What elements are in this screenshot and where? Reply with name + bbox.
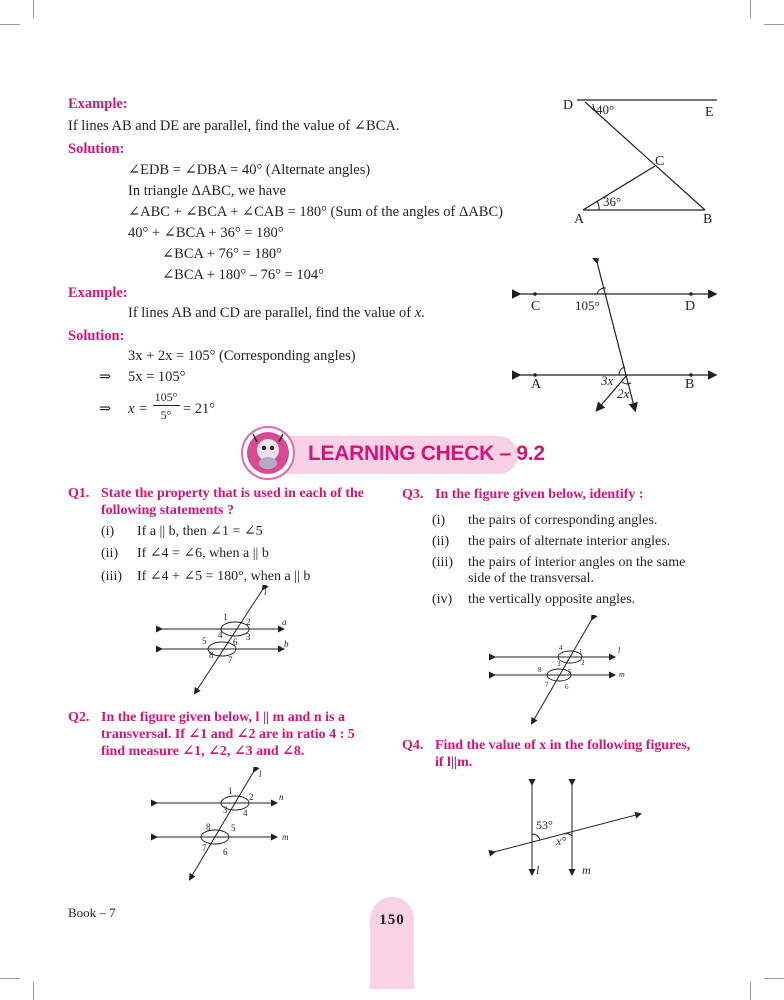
example2-step: 5x = 105° xyxy=(128,369,186,385)
q3-item-text: the vertically opposite angles. xyxy=(468,592,636,607)
label-c: C xyxy=(531,299,541,314)
label-angle-40: 40° xyxy=(596,102,615,117)
example1-figure xyxy=(555,92,730,232)
transversal xyxy=(190,771,254,879)
crop-mark xyxy=(33,0,34,18)
q1-text-line: State the property that is used in each of the xyxy=(101,486,365,501)
label-angle-105: 105° xyxy=(575,298,600,313)
example1-question: If lines AB and DE are parallel, find the value of ∠BCA. xyxy=(68,118,400,134)
example2-step-lhs: x = xyxy=(128,401,148,417)
q3-item-number: (ii) xyxy=(432,534,450,549)
crop-mark xyxy=(0,24,20,25)
label-6: 6 xyxy=(223,847,228,857)
example1-step: ∠BCA + 180° – 76° = 104° xyxy=(162,267,324,283)
label-8: 8 xyxy=(538,666,542,674)
q2-text-line: transversal. If ∠1 and ∠2 are in ratio 4 : 5 xyxy=(101,727,355,742)
crop-mark xyxy=(750,982,751,1000)
q3-figure xyxy=(488,615,638,727)
label-5: 5 xyxy=(202,636,207,646)
q1-item-number: (i) xyxy=(101,524,115,539)
label-3: 3 xyxy=(246,632,251,642)
q1-item xyxy=(101,545,269,562)
label-m: m xyxy=(282,832,289,842)
crop-mark xyxy=(750,0,751,18)
example2-question-var: x xyxy=(414,305,422,321)
label-5: 5 xyxy=(568,668,572,676)
label-7: 7 xyxy=(202,843,207,853)
example1-solution-heading: Solution: xyxy=(68,141,125,157)
label-l: l xyxy=(259,769,262,779)
q2-text xyxy=(101,709,355,760)
crop-mark xyxy=(0,978,20,979)
q3-number: Q3. xyxy=(402,487,424,502)
label-2x: 2x xyxy=(617,386,630,401)
label-c: C xyxy=(655,154,665,169)
label-b: B xyxy=(703,212,713,227)
label-2: 2 xyxy=(249,792,254,802)
implies-arrow: ⇒ xyxy=(99,369,112,385)
label-a: A xyxy=(574,212,585,227)
label-a: a xyxy=(282,617,287,627)
q3-item-number: (iv) xyxy=(432,592,453,607)
q1-item-text: If ∠4 = ∠6, when a || b xyxy=(137,546,269,561)
example2-heading: Example: xyxy=(68,285,128,301)
q3-item-continued: side of the transversal. xyxy=(468,571,594,586)
label-m: m xyxy=(619,670,625,679)
q4-text-line: Find the value of x in the following figures, xyxy=(435,738,691,753)
label-b: b xyxy=(284,639,289,649)
fraction-denominator: 5° xyxy=(160,408,172,422)
example2-question-end: . xyxy=(421,305,425,321)
label-angle-36: 36° xyxy=(603,194,622,209)
label-7: 7 xyxy=(228,655,233,665)
learning-check-badge xyxy=(241,426,295,480)
q2-text-line: find measure ∠1, ∠2, ∠3 and ∠8. xyxy=(101,744,305,759)
label-8: 8 xyxy=(206,822,211,832)
label-l: l xyxy=(264,587,267,597)
q1-item-text: If ∠4 + ∠5 = 180°, when a || b xyxy=(137,569,311,584)
q1-figure xyxy=(155,585,305,697)
label-6: 6 xyxy=(565,683,569,691)
example2-question-text: If lines AB and CD are parallel, find the value of xyxy=(128,305,415,321)
label-1: 1 xyxy=(228,786,233,796)
label-1: 1 xyxy=(223,612,228,622)
label-n: n xyxy=(279,792,284,802)
fraction-numerator: 105° xyxy=(154,390,178,404)
fraction-bar xyxy=(153,405,180,406)
q3-item-number: (i) xyxy=(432,513,446,528)
book-label: Book – 7 xyxy=(68,905,116,920)
q4-number: Q4. xyxy=(402,738,424,753)
label-d: D xyxy=(685,299,696,314)
q1-item xyxy=(101,568,310,585)
label-6: 6 xyxy=(233,637,238,647)
q2-text-line: In the figure given below, l || m and n is a xyxy=(101,710,345,725)
angle-arc-2x xyxy=(622,382,631,384)
label-m: m xyxy=(582,863,591,877)
q1-text-line: following statements ? xyxy=(101,503,234,518)
learning-check-title: LEARNING CHECK – 9.2 xyxy=(308,442,545,465)
q3-item-number: (iii) xyxy=(432,555,453,570)
mascot-icon xyxy=(243,428,293,478)
implies-arrow: ⇒ xyxy=(99,401,112,417)
label-3: 3 xyxy=(557,660,561,668)
crop-mark xyxy=(33,982,34,1000)
label-2: 2 xyxy=(246,617,251,627)
label-1: 1 xyxy=(579,648,583,656)
example2-figure xyxy=(505,258,725,418)
q1-number: Q1. xyxy=(68,486,90,501)
example1-heading: Example: xyxy=(68,96,128,112)
q1-item-number: (ii) xyxy=(101,546,119,561)
example2-step: 3x + 2x = 105° (Corresponding angles) xyxy=(128,348,356,364)
label-l: l xyxy=(536,863,540,877)
label-8: 8 xyxy=(209,650,214,660)
label-angle-53: 53° xyxy=(536,818,553,832)
point-c xyxy=(533,292,537,296)
label-b: B xyxy=(685,377,695,392)
label-2: 2 xyxy=(581,659,585,667)
example2-question xyxy=(128,304,425,322)
label-7: 7 xyxy=(545,681,549,689)
label-5: 5 xyxy=(231,823,236,833)
example2-step-rhs: = 21° xyxy=(183,401,216,417)
point-d xyxy=(689,292,693,296)
q2-number: Q2. xyxy=(68,710,90,725)
q3-item-text: the pairs of interior angles on the same xyxy=(468,555,686,570)
example1-step: 40° + ∠BCA + 36° = 180° xyxy=(128,225,284,241)
label-a: A xyxy=(531,377,542,392)
example1-step: ∠EDB = ∠DBA = 40° (Alternate angles) xyxy=(128,162,371,178)
crop-mark xyxy=(764,978,784,979)
label-4: 4 xyxy=(243,808,248,818)
transversal xyxy=(494,814,640,852)
page-number: 150 xyxy=(379,912,405,928)
q4-text-line: if l||m. xyxy=(435,755,473,770)
q1-text xyxy=(101,485,364,519)
label-x: x° xyxy=(556,834,567,848)
crop-mark xyxy=(764,24,784,25)
q3-item-text: the pairs of corresponding angles. xyxy=(468,513,658,528)
page-number-tab xyxy=(370,897,414,989)
example1-step: ∠ABC + ∠BCA + ∠CAB = 180° (Sum of the angles of ΔABC) xyxy=(128,204,503,220)
q3-item xyxy=(432,512,657,529)
q3-item-text: the pairs of alternate interior angles. xyxy=(468,534,671,549)
label-d: D xyxy=(563,98,574,113)
example1-step: In triangle ΔABC, we have xyxy=(128,183,286,199)
label-4: 4 xyxy=(218,630,223,640)
label-l: l xyxy=(618,646,621,655)
q4-figure xyxy=(488,778,648,882)
example1-step: ∠BCA + 76° = 180° xyxy=(162,246,282,262)
label-3x: 3x xyxy=(601,373,614,388)
q2-figure xyxy=(150,767,300,885)
label-e: E xyxy=(705,105,714,120)
q3-item xyxy=(432,533,670,550)
angle-arc-a xyxy=(597,201,599,210)
q3-item xyxy=(432,554,685,571)
q4-text xyxy=(435,737,690,771)
q1-item xyxy=(101,523,263,540)
q1-item-text: If a || b, then ∠1 = ∠5 xyxy=(137,524,263,539)
angle-arc-53 xyxy=(532,834,540,840)
label-4: 4 xyxy=(559,644,563,652)
q1-item-number: (iii) xyxy=(101,569,122,584)
q3-text: In the figure given below, identify : xyxy=(435,487,644,502)
q3-item xyxy=(432,591,635,608)
label-3: 3 xyxy=(223,805,228,815)
example2-solution-heading: Solution: xyxy=(68,328,125,344)
